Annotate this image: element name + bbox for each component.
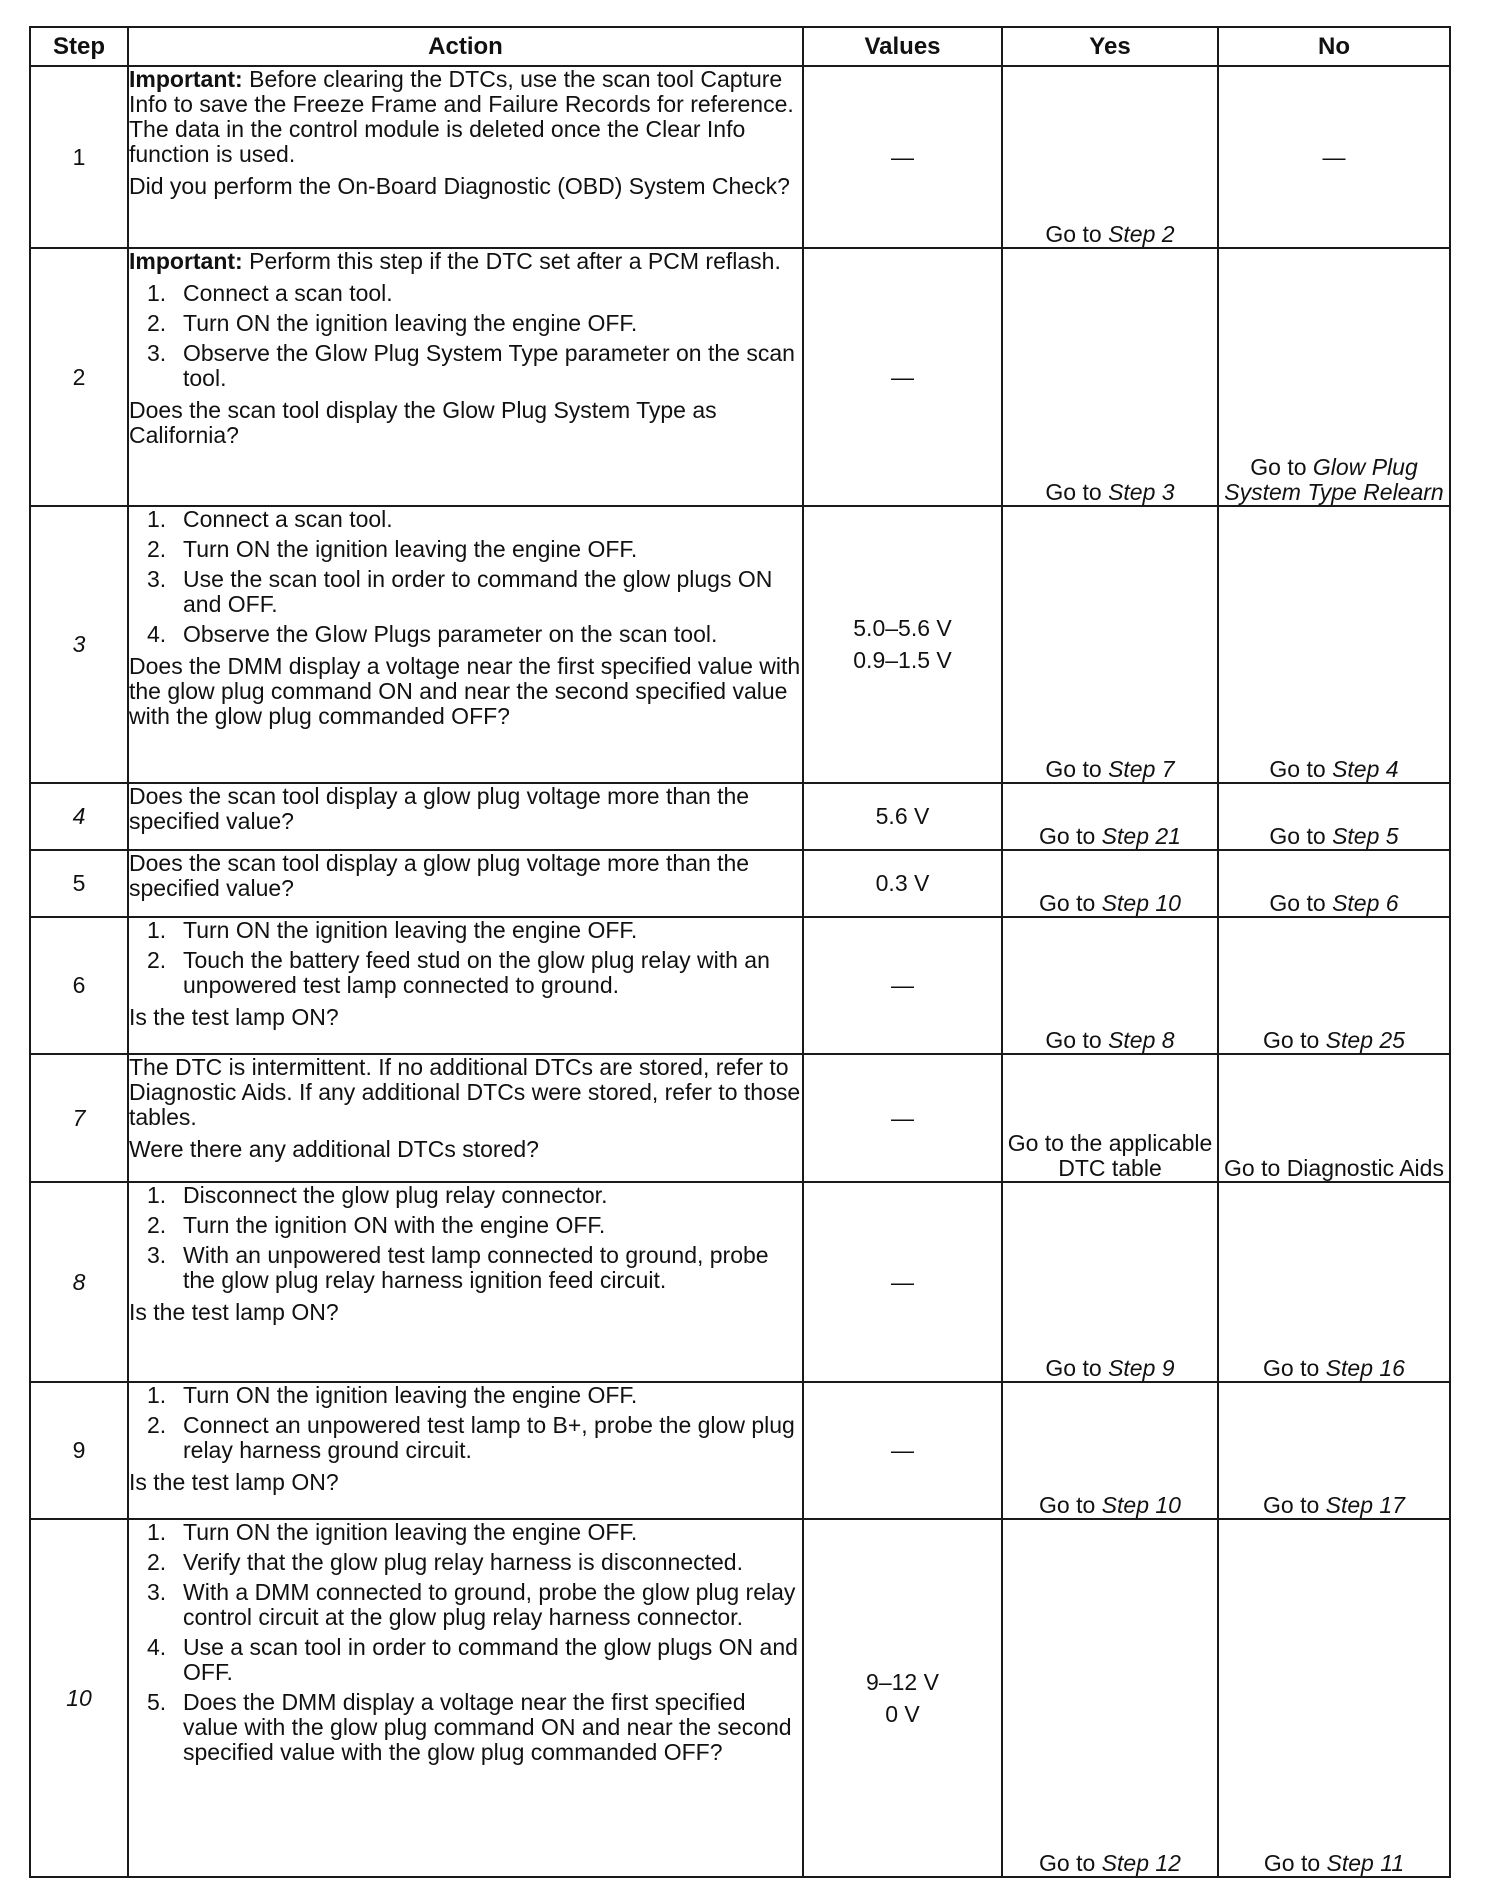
step-number: 10 (30, 1519, 128, 1877)
procedure-number: 2. (147, 310, 167, 336)
important-label: Important: (129, 248, 243, 274)
procedure-list (129, 1520, 802, 1765)
procedure-number: 4. (147, 621, 167, 647)
table-row (30, 917, 1450, 1054)
yes-result: Go to Step 7 (1002, 506, 1218, 783)
action-cell (128, 1519, 803, 1877)
action-question: Does the scan tool display a glow plug voltage more than the specified value? (129, 783, 750, 834)
procedure-item: 1. Connect a scan tool. (147, 506, 393, 532)
procedure-item: 4. Observe the Glow Plugs parameter on the scan tool. (147, 621, 718, 647)
procedure-item: 1. Turn ON the ignition leaving the engine OFF. (147, 1382, 638, 1408)
action-cell (128, 66, 803, 248)
procedure-item: 3. Use the scan tool in order to command the glow plugs ON and OFF. (147, 566, 773, 617)
action-cell (128, 1054, 803, 1182)
procedure-item: 1. Connect a scan tool. (147, 280, 393, 306)
step-number: 4 (30, 783, 128, 850)
procedure-number: 3. (147, 566, 167, 592)
step-number: 3 (30, 506, 128, 783)
spec-value: 9–12 V (866, 1668, 939, 1695)
important-note: Important: Perform this step if the DTC set after a PCM reflash. (129, 248, 781, 274)
procedure-number: 4. (147, 1634, 167, 1660)
spec-value: — (891, 363, 914, 390)
procedure-number: 3. (147, 340, 167, 366)
table-row (30, 66, 1450, 248)
table-row (30, 1519, 1450, 1877)
yes-result-target: Step 10 (1101, 1492, 1181, 1518)
yes-result-target: Step 9 (1108, 1355, 1175, 1381)
spec-value: — (891, 143, 914, 170)
yes-result-target: Step 21 (1101, 823, 1181, 849)
yes-result: Go to the applicable DTC table (1002, 1054, 1218, 1182)
procedure-number: 3. (147, 1579, 167, 1605)
action-cell (128, 850, 803, 917)
procedure-number: 2. (147, 1549, 167, 1575)
table-row (30, 506, 1450, 783)
procedure-number: 2. (147, 1212, 167, 1238)
procedure-item: 5. Does the DMM display a voltage near the first specified value with the glow plug command ON and near the second specified value with the glow plug commanded OFF? (147, 1689, 792, 1765)
spec-value: 5.6 V (875, 803, 930, 829)
procedure-item: 4. Use a scan tool in order to command the glow plugs ON and OFF. (147, 1634, 798, 1685)
table-row (30, 248, 1450, 506)
diagnostic-table (29, 26, 1451, 1878)
action-cell (128, 248, 803, 506)
values-cell (803, 1182, 1002, 1382)
yes-result: Go to Step 10 (1002, 1382, 1218, 1519)
procedure-list (129, 281, 802, 391)
spec-value: — (891, 1437, 914, 1463)
no-result-target: Step 5 (1332, 823, 1399, 849)
yes-result-target: Step 7 (1108, 756, 1175, 782)
no-result: — (1218, 66, 1450, 248)
procedure-number: 2. (147, 536, 167, 562)
action-question: Does the DMM display a voltage near the first specified value with the glow plug command ON and near the second specified value with the glow plug commanded OFF? (129, 653, 801, 729)
values-cell (803, 1382, 1002, 1519)
yes-result-target: Step 10 (1101, 890, 1181, 916)
procedure-item: 2. Connect an unpowered test lamp to B+, probe the glow plug relay harness ground circuit. (147, 1412, 795, 1463)
spec-value: — (891, 972, 914, 998)
action-cell (128, 1382, 803, 1519)
no-result-target: Step 16 (1325, 1355, 1405, 1381)
values-cell (803, 783, 1002, 850)
yes-result: Go to Step 10 (1002, 850, 1218, 917)
yes-result: Go to Step 3 (1002, 248, 1218, 506)
action-question: Did you perform the On-Board Diagnostic (OBD) System Check? (129, 173, 790, 199)
procedure-list (129, 918, 802, 998)
procedure-item: 1. Turn ON the ignition leaving the engine OFF. (147, 917, 638, 943)
table-row (30, 783, 1450, 850)
action-question: Does the scan tool display the Glow Plug System Type as California? (129, 397, 717, 448)
yes-result-target: Step 3 (1108, 479, 1175, 505)
spec-value: — (891, 1104, 914, 1131)
yes-result: Go to Step 9 (1002, 1182, 1218, 1382)
header-no: No (1218, 27, 1450, 66)
no-result-target: Glow Plug System Type Relearn (1224, 454, 1444, 505)
yes-result: Go to Step 2 (1002, 66, 1218, 248)
procedure-number: 3. (147, 1242, 167, 1268)
action-question: Were there any additional DTCs stored? (129, 1136, 539, 1162)
no-result-target: Step 6 (1332, 890, 1399, 916)
step-number: 9 (30, 1382, 128, 1519)
procedure-number: 1. (147, 506, 167, 532)
important-note: Important: Before clearing the DTCs, use the scan tool Capture Info to save the Freeze Frame and Failure Records for reference. The data in the control module is deleted once the Clear Info function is used. (129, 66, 794, 167)
step-number: 2 (30, 248, 128, 506)
step-number: 7 (30, 1054, 128, 1182)
header-row (30, 27, 1450, 66)
no-result: Go to Diagnostic Aids (1218, 1054, 1450, 1182)
step-number: 5 (30, 850, 128, 917)
action-cell (128, 917, 803, 1054)
procedure-item: 2. Turn the ignition ON with the engine OFF. (147, 1212, 606, 1238)
values-cell (803, 506, 1002, 783)
table-row (30, 1054, 1450, 1182)
procedure-number: 2. (147, 1412, 167, 1438)
header-step: Step (30, 27, 128, 66)
procedure-number: 2. (147, 947, 167, 973)
no-result-target: Step 17 (1325, 1492, 1405, 1518)
header-action: Action (128, 27, 803, 66)
table-row (30, 850, 1450, 917)
action-question: Is the test lamp ON? (129, 1004, 339, 1030)
spec-value: 0.3 V (875, 870, 930, 896)
procedure-list (129, 507, 802, 647)
procedure-item: 3. With an unpowered test lamp connected to ground, probe the glow plug relay harness ignition feed circuit. (147, 1242, 769, 1293)
values-cell (803, 1054, 1002, 1182)
yes-result: Go to Step 12 (1002, 1519, 1218, 1877)
action-question: Is the test lamp ON? (129, 1299, 339, 1325)
values-cell (803, 850, 1002, 917)
procedure-number: 5. (147, 1689, 167, 1715)
step-number: 1 (30, 66, 128, 248)
yes-result: Go to Step 21 (1002, 783, 1218, 850)
no-result: Go to Step 16 (1218, 1182, 1450, 1382)
no-result-target: Step 4 (1332, 756, 1399, 782)
no-result: Go to Glow Plug System Type Relearn (1218, 248, 1450, 506)
action-question: The DTC is intermittent. If no additional DTCs are stored, refer to Diagnostic Aids. If any additional DTCs were stored, refer to those tables. (129, 1054, 801, 1130)
table-row (30, 1382, 1450, 1519)
spec-value: — (891, 1268, 914, 1295)
procedure-number: 1. (147, 917, 167, 943)
no-result: Go to Step 25 (1218, 917, 1450, 1054)
procedure-item: 2. Verify that the glow plug relay harness is disconnected. (147, 1549, 743, 1575)
yes-result-target: Step 2 (1108, 221, 1175, 247)
procedure-list (129, 1183, 802, 1293)
no-result: Go to Step 4 (1218, 506, 1450, 783)
no-result-target: Step 25 (1325, 1027, 1405, 1053)
header-values: Values (803, 27, 1002, 66)
spec-value: 5.0–5.6 V (853, 615, 952, 641)
procedure-item: 2. Turn ON the ignition leaving the engine OFF. (147, 310, 638, 336)
action-question: Is the test lamp ON? (129, 1469, 339, 1495)
procedure-number: 1. (147, 1382, 167, 1408)
procedure-item: 3. With a DMM connected to ground, probe the glow plug relay control circuit at the glow plug relay harness connector. (147, 1579, 796, 1630)
procedure-list (129, 1383, 802, 1463)
action-question: Does the scan tool display a glow plug voltage more than the specified value? (129, 850, 750, 901)
yes-result: Go to Step 8 (1002, 917, 1218, 1054)
spec-value: 0.9–1.5 V (853, 647, 952, 673)
no-result: Go to Step 11 (1218, 1519, 1450, 1877)
table-row (30, 1182, 1450, 1382)
step-number: 6 (30, 917, 128, 1054)
yes-result-target: Step 8 (1108, 1027, 1175, 1053)
procedure-number: 1. (147, 1519, 167, 1545)
procedure-number: 1. (147, 1182, 167, 1208)
action-cell (128, 506, 803, 783)
no-result: Go to Step 5 (1218, 783, 1450, 850)
procedure-number: 1. (147, 280, 167, 306)
no-result: Go to Step 17 (1218, 1382, 1450, 1519)
spec-value: 0 V (885, 1700, 920, 1727)
procedure-item: 2. Turn ON the ignition leaving the engine OFF. (147, 536, 638, 562)
table-body (30, 66, 1450, 1877)
yes-result-target: Step 12 (1101, 1850, 1181, 1876)
values-cell (803, 248, 1002, 506)
no-result-target: Step 11 (1326, 1850, 1405, 1876)
procedure-item: 3. Observe the Glow Plug System Type parameter on the scan tool. (147, 340, 795, 391)
action-cell (128, 1182, 803, 1382)
no-result: Go to Step 6 (1218, 850, 1450, 917)
procedure-item: 1. Disconnect the glow plug relay connector. (147, 1182, 608, 1208)
step-number: 8 (30, 1182, 128, 1382)
important-label: Important: (129, 66, 243, 92)
procedure-item: 1. Turn ON the ignition leaving the engine OFF. (147, 1519, 638, 1545)
procedure-item: 2. Touch the battery feed stud on the glow plug relay with an unpowered test lamp connected to ground. (147, 947, 770, 998)
values-cell (803, 66, 1002, 248)
values-cell (803, 1519, 1002, 1877)
header-yes: Yes (1002, 27, 1218, 66)
action-cell (128, 783, 803, 850)
values-cell (803, 917, 1002, 1054)
